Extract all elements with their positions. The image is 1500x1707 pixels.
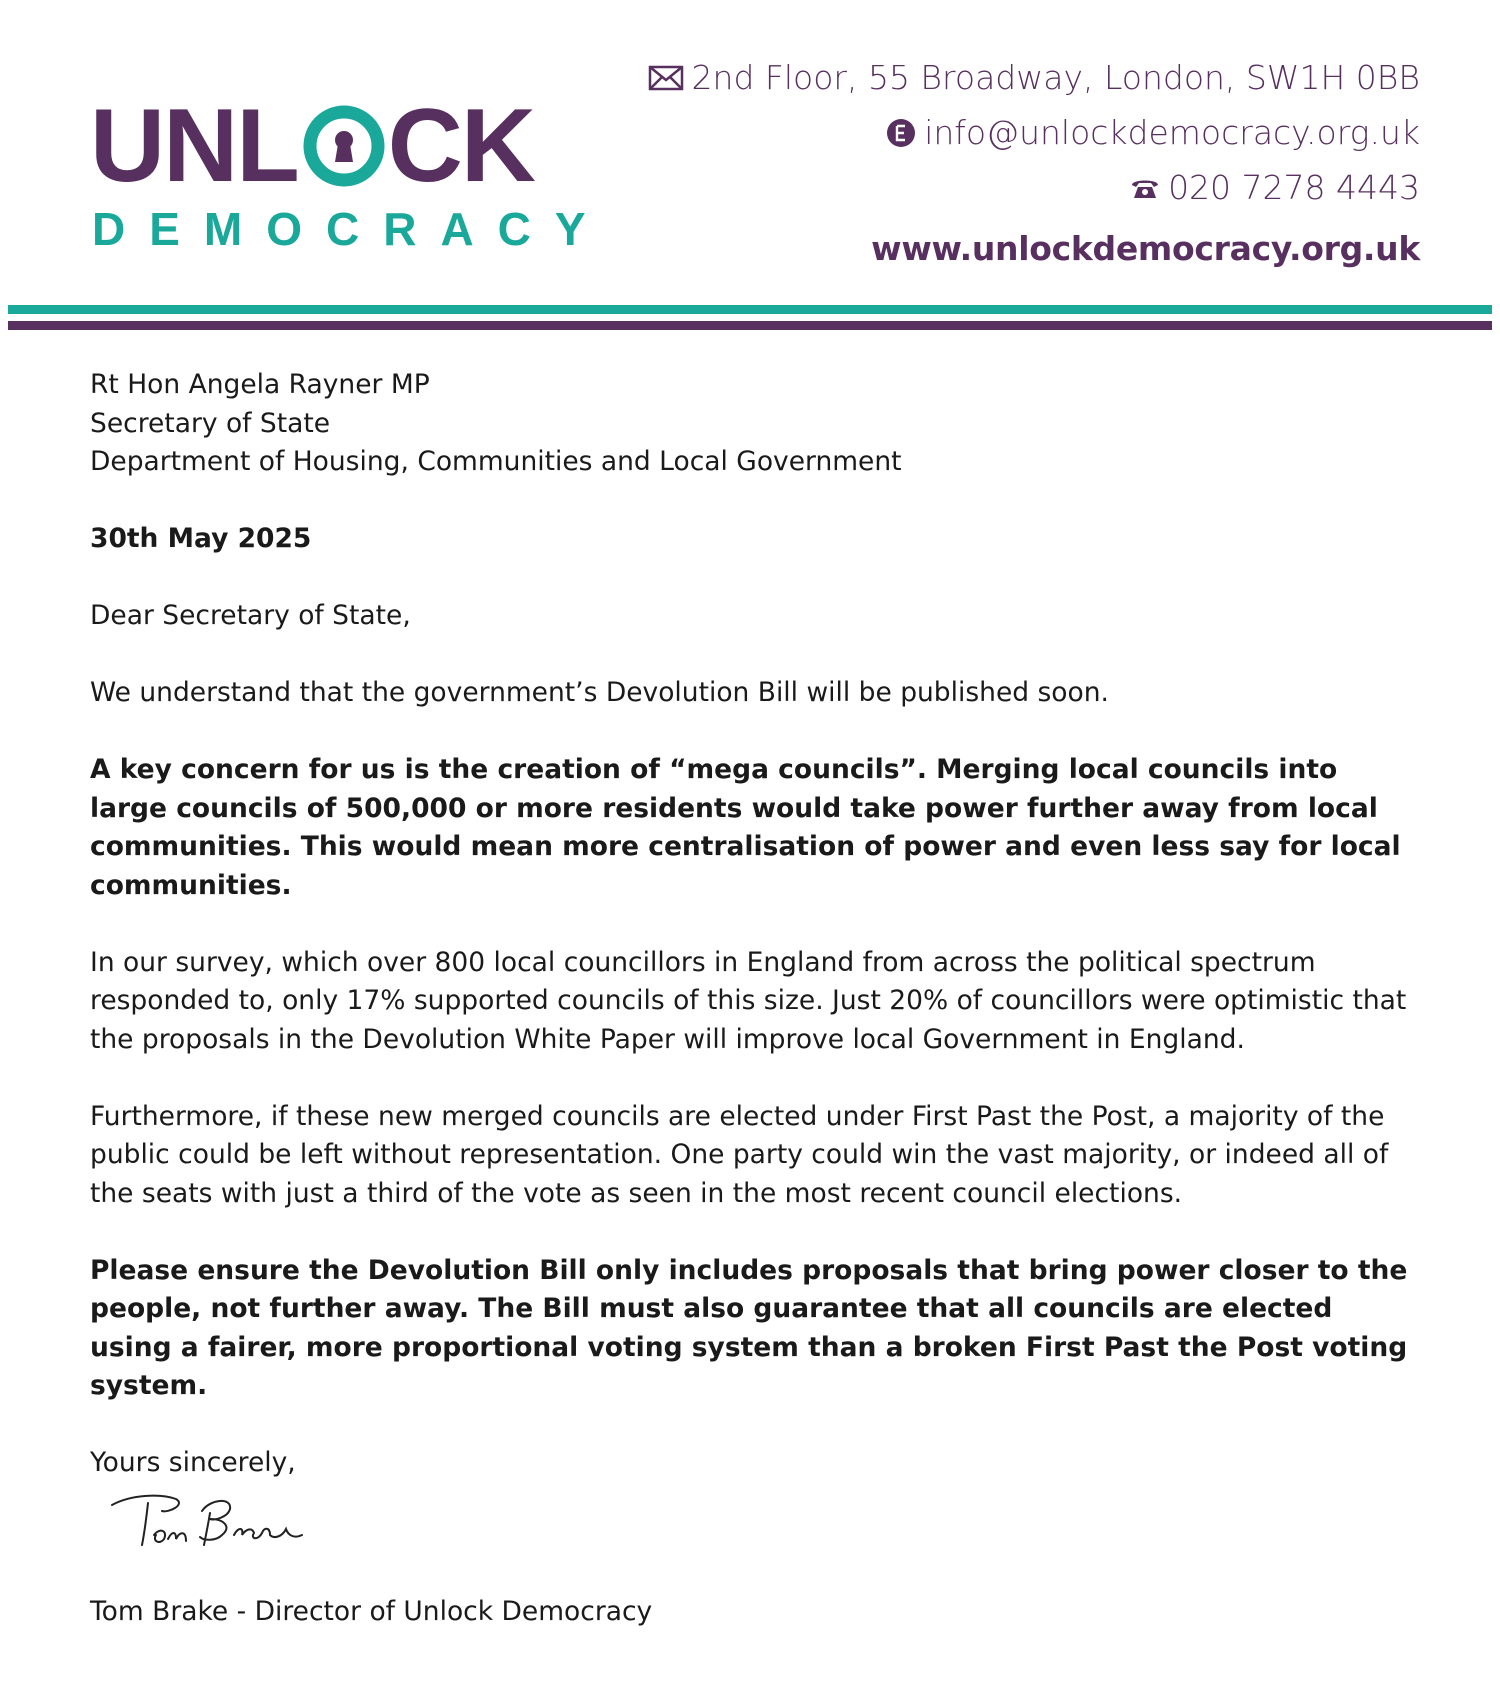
email-badge-icon [886, 118, 916, 148]
logo-word-part2: CK [387, 88, 534, 204]
keyhole-lock-icon [302, 104, 386, 188]
letter-body [90, 366, 1420, 1670]
contact-block [648, 50, 1420, 277]
signature-area [90, 1483, 1420, 1579]
recipient-block [90, 366, 1420, 482]
divider-purple [8, 321, 1492, 330]
contact-address-text: 2nd Floor, 55 Broadway, London, SW1H 0BB [691, 58, 1420, 97]
logo-subtitle: DEMOCRACY [92, 203, 610, 255]
paragraph-survey: In our survey, which over 800 local councillors in England from across the political spectrum responded to, only 17% supported councils of this size. Just 20% of councillors were optimistic that the proposals in the Devolution White Paper will improve local Government in England. [90, 946, 1407, 1055]
unlock-democracy-logo [90, 88, 610, 258]
recipient-title: Secretary of State [90, 407, 331, 439]
letter-date: 30th May 2025 [90, 523, 312, 554]
signatory: Tom Brake - Director of Unlock Democracy [90, 1595, 653, 1627]
paragraph-fptp: Furthermore, if these new merged councils are elected under First Past the Post, a majority of the public could be left without representation. One party could win the vast majority, or indeed all of the seats with just a third of the vote as seen in the most recent council elections. [90, 1100, 1389, 1209]
recipient-name: Rt Hon Angela Rayner MP [90, 369, 430, 400]
closing: Yours sincerely, [90, 1447, 296, 1478]
contact-website[interactable]: www.unlockdemocracy.org.uk [871, 228, 1420, 268]
contact-email [648, 105, 1420, 160]
paragraph-request: Please ensure the Devolution Bill only includes proposals that bring power closer to the people, not further away. The Bill must also guarantee that all councils are elected using a fairer, more proportional voting system than a broken First Past the Post voting system. [90, 1254, 1408, 1401]
paragraph-intro: We understand that the government’s Devolution Bill will be published soon. [90, 677, 1109, 708]
handwritten-signature [90, 1483, 320, 1563]
paragraph-concern: A key concern for us is the creation of “mega councils”. Merging local councils into large councils of 500,000 or more residents would take power further away from local communities. This would mean more centralisation of power and even less say for local communities. [90, 754, 1401, 901]
contact-phone-text[interactable]: 020 7278 4443 [1168, 168, 1420, 207]
logo-word-part1: UNL [90, 88, 298, 204]
contact-email-text[interactable]: info@unlockdemocracy.org.uk [924, 113, 1420, 152]
salutation: Dear Secretary of State, [90, 600, 411, 631]
contact-address [648, 50, 1420, 105]
logo-wordmark [90, 88, 534, 204]
divider-teal [8, 305, 1492, 314]
recipient-department: Department of Housing, Communities and Local Government [90, 446, 902, 477]
telephone-icon [1130, 176, 1160, 200]
envelope-icon [648, 65, 684, 91]
contact-phone [648, 160, 1420, 215]
